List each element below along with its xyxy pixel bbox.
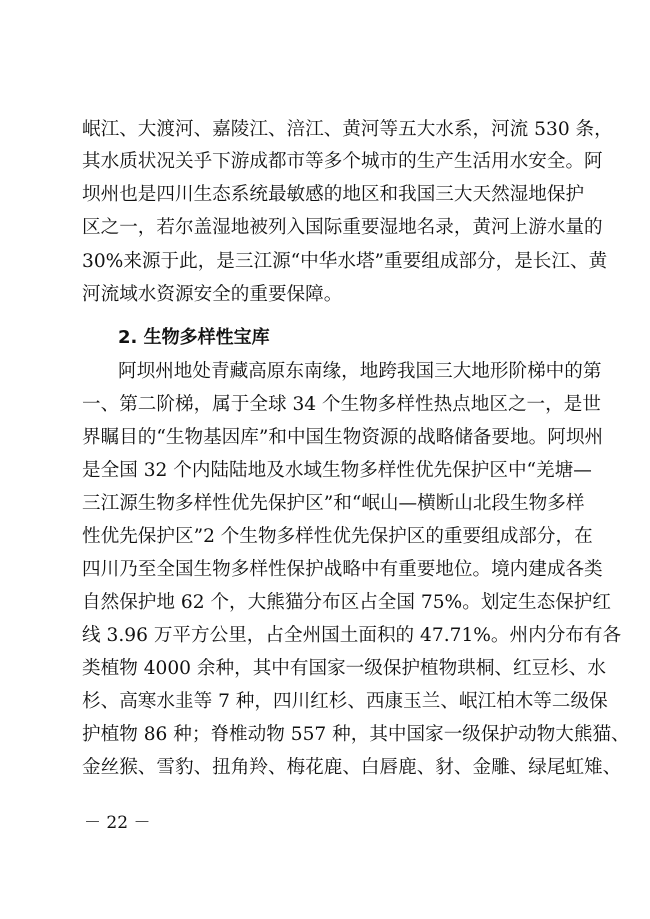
- paragraph-2-line-6: 性优先保护区”2 个生物多样性优先保护区的重要组成部分，在: [82, 526, 593, 547]
- paragraph-2-line-9: 线 3.96 万平方公里，占全州国土面积的 47.71%。州内分布有各: [82, 625, 622, 646]
- paragraph-2-line-4: 是全国 32 个内陆陆地及水域生物多样性优先保护区中“羌塘—: [82, 460, 592, 481]
- paragraph-2-line-11: 杉、高寒水韭等 7 种，四川红杉、西康玉兰、岷江柏木等二级保: [82, 691, 608, 712]
- paragraph-2-line-5: 三江源生物多样性优先保护区”和“岷山—横断山北段生物多样: [82, 493, 585, 514]
- paragraph-1-line-6: 河流域水资源安全的重要保障。: [82, 284, 343, 305]
- paragraph-2-line-10: 类植物 4000 余种，其中有国家一级保护植物珙桐、红豆杉、水: [82, 658, 606, 679]
- paragraph-2-line-1: 阿坝州地处青藏高原东南缘，地跨我国三大地形阶梯中的第: [118, 361, 602, 382]
- paragraph-1-line-3: 坝州也是四川生态系统最敏感的地区和我国三大天然湿地保护: [82, 184, 585, 205]
- paragraph-2-line-12: 护植物 86 种；脊椎动物 557 种，其中国家一级保护动物大熊猫、: [82, 724, 630, 745]
- section-heading: 2. 生物多样性宝库: [118, 327, 270, 348]
- paragraph-1-line-4: 区之一，若尔盖湿地被列入国际重要湿地名录，黄河上游水量的: [82, 217, 603, 238]
- paragraph-1-line-1: 岷江、大渡河、嘉陵江、涪江、黄河等五大水系，河流 530 条，: [82, 119, 613, 140]
- paragraph-2-line-3: 界瞩目的“生物基因库”和中国生物资源的战略储备要地。阿坝州: [82, 427, 604, 448]
- paragraph-2-line-13: 金丝猴、雪豹、扭角羚、梅花鹿、白唇鹿、豺、金雕、绿尾虹雉、: [82, 757, 622, 778]
- paragraph-2-line-8: 自然保护地 62 个，大熊猫分布区占全国 75%。划定生态保护红: [82, 592, 611, 613]
- page-number: － 22 －: [84, 813, 151, 833]
- paragraph-1-line-2: 其水质状况关乎下游成都市等多个城市的生产生活用水安全。阿: [82, 151, 603, 172]
- paragraph-2-line-7: 四川乃至全国生物多样性保护战略中有重要地位。境内建成各类: [82, 559, 603, 580]
- paragraph-2-line-2: 一、第二阶梯，属于全球 34 个生物多样性热点地区之一，是世: [82, 394, 601, 415]
- paragraph-1-line-5: 30%来源于此，是三江源“中华水塔”重要组成部分，是长江、黄: [82, 251, 608, 272]
